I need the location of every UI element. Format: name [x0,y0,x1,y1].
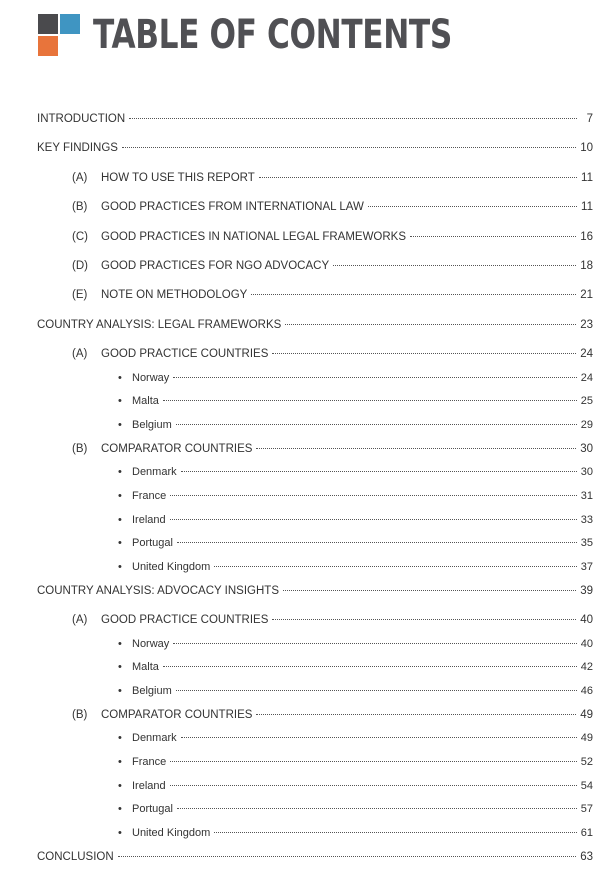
toc-entry-label: KEY FINDINGS [37,142,118,154]
toc-entry-marker: (D) [72,260,88,272]
toc-entry-label: COUNTRY ANALYSIS: LEGAL FRAMEWORKS [37,319,282,331]
toc-entry-label: Malta [132,395,159,407]
toc-entry-page-number: 11 [581,201,593,213]
bullet-icon: • [118,561,122,573]
toc-entry-row [132,488,593,504]
toc-entry[interactable] [0,488,606,504]
toc-entry[interactable] [0,535,606,551]
toc-entry-row [101,229,593,245]
toc-entry-row [132,636,593,652]
toc-entry[interactable] [0,801,606,817]
toc-entry-marker: (B) [72,709,88,721]
toc-entry-marker: (C) [72,231,88,243]
toc-entry-page-number: 31 [580,490,593,502]
logo-square-dark [38,14,58,34]
toc-entry-label: GOOD PRACTICES IN NATIONAL LEGAL FRAMEWORKS [101,231,407,243]
toc-entry[interactable] [0,287,606,303]
toc-entry-label: HOW TO USE THIS REPORT [101,172,255,184]
toc-entry-label: France [132,490,167,502]
toc-entry-marker: (A) [72,614,88,626]
toc-entry-page-number: 33 [580,514,593,526]
toc-entry-page-number: 16 [580,231,593,243]
toc-entry[interactable] [0,140,606,156]
toc-entry[interactable] [0,317,606,333]
toc-entry-label: GOOD PRACTICES FOR NGO ADVOCACY [101,260,330,272]
toc-entry-label: Portugal [132,803,173,815]
toc-entry[interactable] [0,730,606,746]
toc-entry[interactable] [0,370,606,386]
toc-entry-row [101,441,593,457]
toc-entry-row [101,612,593,628]
toc-entry-marker: (E) [72,289,88,301]
dot-leader [163,666,577,667]
page-title: TABLE OF CONTENTS [93,12,452,58]
toc-entry-page-number: 23 [580,319,593,331]
toc-entry-page-number: 25 [580,395,593,407]
dot-leader [333,265,576,266]
bullet-icon: • [118,466,122,478]
toc-entry-row [132,370,593,386]
toc-entry-row [37,849,593,865]
dot-leader [176,690,577,691]
toc-entry-row [132,825,593,841]
bullet-icon: • [118,756,122,768]
toc-entry-label: Norway [132,372,170,384]
toc-entry-page-number: 57 [580,803,593,815]
bullet-icon: • [118,732,122,744]
toc-entry-marker: (B) [72,201,88,213]
toc-entry-page-number: 52 [580,756,593,768]
toc-entry-row [37,111,593,127]
bullet-icon: • [118,419,122,431]
toc-entry-row [132,659,593,675]
toc-entry[interactable] [0,636,606,652]
toc-entry-page-number: 29 [580,419,593,431]
toc-entry-page-number: 61 [580,827,593,839]
toc-entry-label: Belgium [132,685,172,697]
toc-entry-row [132,464,593,480]
toc-entry-row [132,559,593,575]
toc-entry-label: Ireland [132,780,166,792]
toc-entry-label: COMPARATOR COUNTRIES [101,709,253,721]
dot-leader [173,377,576,378]
toc-entry-page-number: 40 [580,614,593,626]
toc-entry-page-number: 11 [581,172,593,184]
toc-entry-row [132,801,593,817]
toc-entry-label: INTRODUCTION [37,113,126,125]
toc-entry-page-number: 37 [580,561,593,573]
toc-entry-label: France [132,756,167,768]
bullet-icon: • [118,780,122,792]
toc-entry-page-number: 39 [580,585,593,597]
toc-entry-row [132,393,593,409]
toc-entry-label: COMPARATOR COUNTRIES [101,443,253,455]
toc-entry[interactable] [0,559,606,575]
toc-entry-page-number: 24 [580,348,593,360]
toc-entry[interactable] [0,417,606,433]
dot-leader [181,471,577,472]
toc-entry-page-number: 49 [580,709,593,721]
toc-entry-label: Ireland [132,514,166,526]
toc-entry-row [37,583,593,599]
toc-entry-page-number: 18 [580,260,593,272]
toc-entry-page-number: 40 [580,638,593,650]
dot-leader [129,118,577,119]
toc-entry-page-number: 46 [580,685,593,697]
toc-entry-row [132,535,593,551]
dot-leader [256,714,576,715]
logo-square-orange [38,36,58,56]
toc-entry-label: Norway [132,638,170,650]
toc-entry-row [132,417,593,433]
dot-leader [122,147,576,148]
dot-leader [170,785,577,786]
toc-entry-row [132,512,593,528]
dot-leader [177,542,577,543]
toc-entry-label: GOOD PRACTICES FROM INTERNATIONAL LAW [101,201,364,213]
toc-entry[interactable] [0,199,606,215]
toc-entry[interactable] [0,464,606,480]
toc-entry[interactable] [0,111,606,127]
dot-leader [177,808,577,809]
toc-entry[interactable] [0,512,606,528]
dot-leader [256,448,576,449]
toc-entry-row [101,258,593,274]
dot-leader [170,495,577,496]
toc-entry-page-number: 10 [580,142,593,154]
bullet-icon: • [118,685,122,697]
dot-leader [272,353,576,354]
toc-entry[interactable] [0,583,606,599]
toc-entry-row [37,317,593,333]
toc-entry-row [37,140,593,156]
dot-leader [259,177,577,178]
toc-entry-label: Denmark [132,466,177,478]
bullet-icon: • [118,490,122,502]
dot-leader [176,424,577,425]
toc-entry-page-number: 30 [580,443,593,455]
toc-entry-page-number: 63 [580,851,593,863]
toc-entry-row [132,778,593,794]
toc-entry-row [101,199,593,215]
dot-leader [410,236,576,237]
dot-leader [170,761,577,762]
toc-entry-page-number: 7 [586,113,593,125]
bullet-icon: • [118,372,122,384]
toc-entry-page-number: 54 [580,780,593,792]
dot-leader [283,590,576,591]
toc-entry-label: Malta [132,661,159,673]
toc-entry[interactable] [0,659,606,675]
dot-leader [163,400,577,401]
toc-entry-marker: (B) [72,443,88,455]
toc-entry[interactable] [0,778,606,794]
toc-entry[interactable] [0,612,606,628]
dot-leader [214,566,576,567]
toc-entry-row [132,754,593,770]
toc-entry-page-number: 35 [580,537,593,549]
toc-entry-row [132,683,593,699]
toc-entry[interactable] [0,170,606,186]
toc-entry-row [101,346,593,362]
toc-entry[interactable] [0,346,606,362]
toc-entry-row [101,707,593,723]
logo-square-blue [60,14,80,34]
dot-leader [251,294,576,295]
bullet-icon: • [118,395,122,407]
dot-leader [272,619,576,620]
dot-leader [181,737,577,738]
toc-entry-label: Portugal [132,537,173,549]
toc-entry-row [101,170,593,186]
toc-entry[interactable] [0,707,606,723]
toc-entry-label: United Kingdom [132,561,211,573]
bullet-icon: • [118,803,122,815]
toc-entry[interactable] [0,849,606,865]
toc-entry-label: COUNTRY ANALYSIS: ADVOCACY INSIGHTS [37,585,279,597]
toc-entry[interactable] [0,825,606,841]
dot-leader [118,856,577,857]
toc-entry-page-number: 42 [580,661,593,673]
toc-entry[interactable] [0,229,606,245]
toc-entry-page-number: 21 [580,289,593,301]
toc-entry-label: NOTE ON METHODOLOGY [101,289,248,301]
toc-entry[interactable] [0,393,606,409]
toc-entry-marker: (A) [72,348,88,360]
toc-entry[interactable] [0,441,606,457]
toc-entry[interactable] [0,258,606,274]
toc-entry-label: United Kingdom [132,827,211,839]
report-logo [38,14,82,58]
bullet-icon: • [118,827,122,839]
dot-leader [214,832,576,833]
toc-entry-label: GOOD PRACTICE COUNTRIES [101,614,269,626]
bullet-icon: • [118,514,122,526]
dot-leader [170,519,577,520]
toc-entry-page-number: 24 [580,372,593,384]
toc-entry-marker: (A) [72,172,88,184]
toc-entry-row [132,730,593,746]
bullet-icon: • [118,661,122,673]
dot-leader [173,643,576,644]
toc-entry-label: Denmark [132,732,177,744]
toc-entry-label: Belgium [132,419,172,431]
toc-entry[interactable] [0,754,606,770]
dot-leader [368,206,577,207]
toc-entry-row [101,287,593,303]
toc-entry[interactable] [0,683,606,699]
toc-entry-page-number: 30 [580,466,593,478]
toc-entry-label: CONCLUSION [37,851,114,863]
dot-leader [285,324,576,325]
toc-entry-page-number: 49 [580,732,593,744]
bullet-icon: • [118,638,122,650]
toc-entry-label: GOOD PRACTICE COUNTRIES [101,348,269,360]
bullet-icon: • [118,537,122,549]
